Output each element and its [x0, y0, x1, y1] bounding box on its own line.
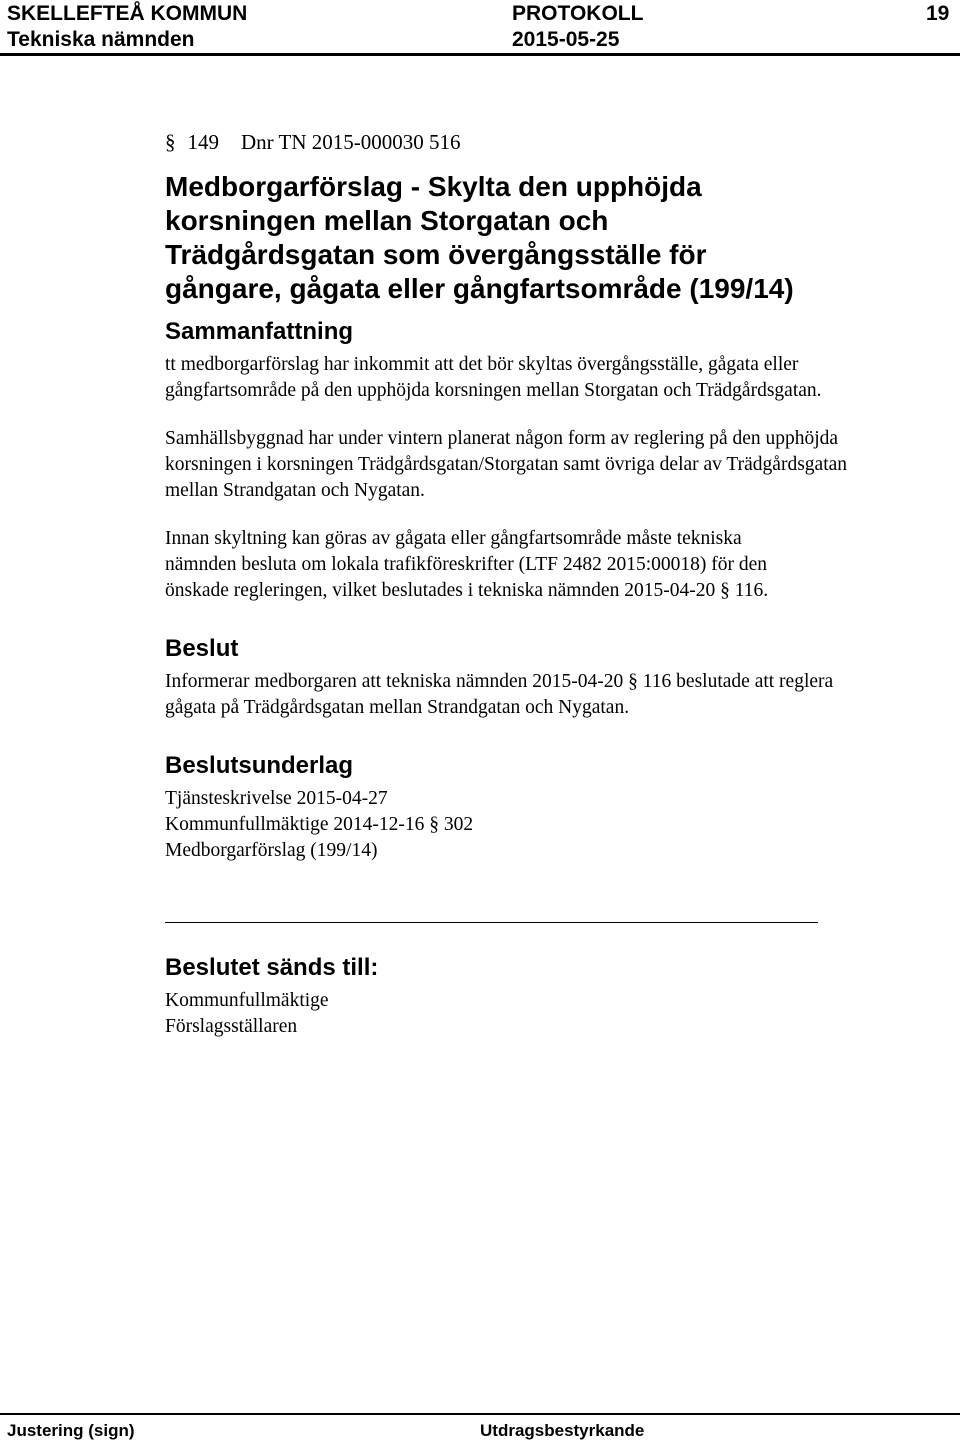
justification-sign-label: Justering (sign) [7, 1421, 135, 1440]
decision-text: Informerar medborgaren att tekniska nämnden 2015-04-20 § 116 beslutade att reglera gågata på Trädgårdsgatan mellan Strandgatan och Nygatan. [165, 671, 834, 718]
committee-name: Tekniska nämnden [7, 28, 195, 51]
recipient-item: Kommunfullmäktige [165, 990, 329, 1011]
page-number: 19 [926, 2, 950, 25]
footer-rule [0, 1413, 960, 1415]
paragraph-number: 149 [187, 130, 219, 154]
separator-line [165, 922, 818, 923]
summary-paragraph: tt medborgarförslag har inkommit att det bör skyltas övergångsställe, gågata eller gångfartsområde på den upphöjda korsningen mellan Storgatan och Trädgårdsgatan. [165, 354, 822, 401]
extract-certification-label: Utdragsbestyrkande [480, 1421, 645, 1440]
paragraph-sign: § [165, 130, 176, 154]
header-rule [0, 53, 960, 56]
summary-heading: Sammanfattning [165, 318, 354, 345]
basis-item: Tjänsteskrivelse 2015-04-27 [165, 788, 388, 809]
summary-paragraph: Samhällsbyggnad har under vintern planerat någon form av reglering på den upphöjda korsningen i korsningen Trädgårdsgatan/Storgatan samt övriga delar av Trädgårdsgatan mellan Strandgatan och Nygatan. [165, 428, 848, 501]
main-content [165, 128, 865, 1040]
decision-heading: Beslut [165, 635, 239, 662]
basis-item: Kommunfullmäktige 2014-12-16 § 302 [165, 814, 474, 835]
document-type: PROTOKOLL [512, 2, 644, 25]
diary-number: Dnr TN 2015-000030 516 [241, 130, 461, 154]
case-title: Medborgarförslag - Skylta den upphöjda korsningen mellan Storgatan och Trädgårdsgatan som övergångsställe för gångare, gågata eller gångfartsområde (199/14) [165, 171, 794, 304]
basis-heading: Beslutsunderlag [165, 752, 354, 779]
municipality-name: SKELLEFTEÅ KOMMUN [7, 2, 248, 25]
basis-item: Medborgarförslag (199/14) [165, 840, 378, 861]
summary-paragraph: Innan skyltning kan göras av gågata eller gångfartsområde måste tekniska nämnden besluta om lokala trafikföreskrifter (LTF 2482 2015:00018) för den önskade regleringen, vilket beslutades i tekniska nämnden 2015-04-20 § 116. [165, 528, 769, 601]
case-reference [165, 128, 865, 156]
sent-to-heading: Beslutet sänds till: [165, 954, 379, 981]
meeting-date: 2015-05-25 [512, 28, 620, 51]
recipient-item: Förslagsställaren [165, 1016, 298, 1037]
